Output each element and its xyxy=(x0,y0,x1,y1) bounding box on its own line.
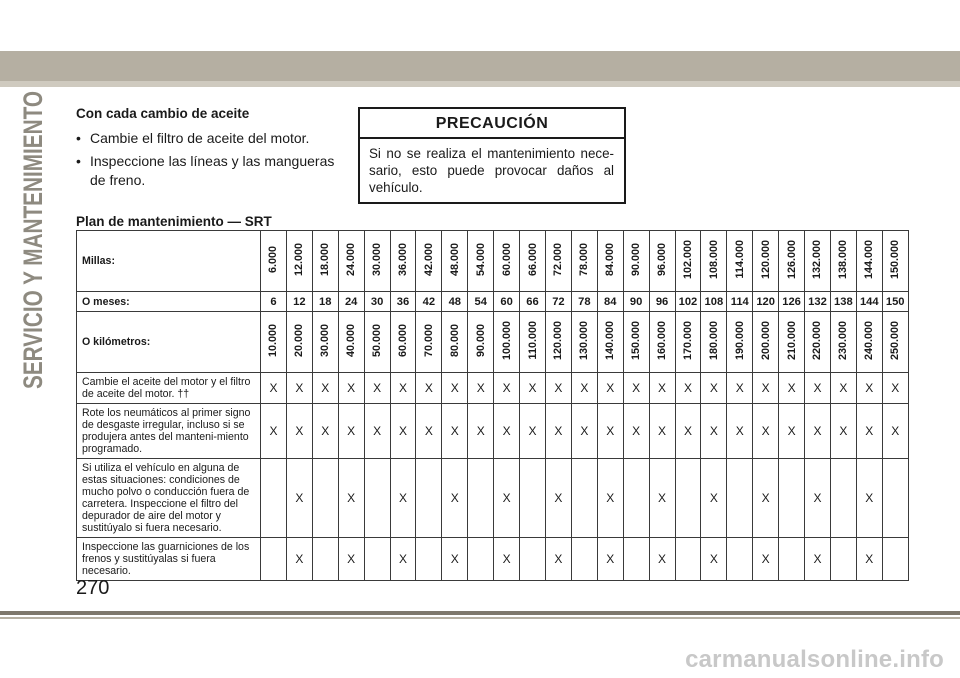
miles-cell xyxy=(856,231,882,292)
service-mark: X xyxy=(442,373,468,404)
service-mark: X xyxy=(649,404,675,459)
km-value: 20.000 xyxy=(293,323,306,358)
miles-cell xyxy=(649,231,675,292)
service-mark: X xyxy=(390,404,416,459)
miles-cell xyxy=(675,231,701,292)
km-value: 250.000 xyxy=(889,320,902,361)
service-mark: X xyxy=(545,459,571,538)
service-mark: X xyxy=(649,373,675,404)
service-mark: X xyxy=(545,373,571,404)
miles-value: 126.000 xyxy=(785,239,798,280)
km-value: 100.000 xyxy=(500,320,513,361)
months-label: O meses: xyxy=(77,292,261,312)
service-mark: X xyxy=(882,373,908,404)
service-mark xyxy=(261,538,287,581)
service-mark: X xyxy=(856,373,882,404)
miles-cell xyxy=(597,231,623,292)
service-mark xyxy=(364,538,390,581)
km-cell xyxy=(830,312,856,373)
km-cell xyxy=(442,312,468,373)
km-cell xyxy=(494,312,520,373)
table-row xyxy=(77,459,909,538)
miles-value: 144.000 xyxy=(863,239,876,280)
service-mark: X xyxy=(416,373,442,404)
service-mark: X xyxy=(805,459,831,538)
service-mark: X xyxy=(312,404,338,459)
service-mark xyxy=(312,459,338,538)
service-mark: X xyxy=(805,373,831,404)
miles-value: 150.000 xyxy=(889,239,902,280)
km-value: 150.000 xyxy=(630,320,643,361)
months-value: 18 xyxy=(312,292,338,312)
oil-change-section xyxy=(76,104,352,194)
caution-title: PRECAUCIÓN xyxy=(360,109,624,139)
service-mark: X xyxy=(701,373,727,404)
months-value: 72 xyxy=(545,292,571,312)
service-mark xyxy=(779,459,805,538)
maintenance-table xyxy=(76,230,909,581)
km-cell xyxy=(701,312,727,373)
months-value: 66 xyxy=(520,292,546,312)
service-mark: X xyxy=(468,373,494,404)
miles-value: 114.000 xyxy=(733,240,746,279)
km-cell xyxy=(623,312,649,373)
km-value: 180.000 xyxy=(707,320,720,361)
service-mark: X xyxy=(571,404,597,459)
months-value: 90 xyxy=(623,292,649,312)
km-value: 110.000 xyxy=(526,321,539,360)
km-cell xyxy=(779,312,805,373)
service-mark: X xyxy=(675,373,701,404)
service-mark xyxy=(675,538,701,581)
km-cell xyxy=(856,312,882,373)
bullet-dot-icon: • xyxy=(76,130,81,146)
service-mark: X xyxy=(442,538,468,581)
service-mark: X xyxy=(442,404,468,459)
miles-cell xyxy=(416,231,442,292)
service-mark xyxy=(571,538,597,581)
service-mark: X xyxy=(856,538,882,581)
months-value: 54 xyxy=(468,292,494,312)
service-mark: X xyxy=(494,459,520,538)
km-cell xyxy=(597,312,623,373)
km-cell xyxy=(364,312,390,373)
service-mark: X xyxy=(623,373,649,404)
service-mark: X xyxy=(856,459,882,538)
service-mark: X xyxy=(597,459,623,538)
service-mark: X xyxy=(649,538,675,581)
months-value: 12 xyxy=(286,292,312,312)
table-row-km xyxy=(77,312,909,373)
table-row xyxy=(77,404,909,459)
service-mark: X xyxy=(727,404,753,459)
months-value: 120 xyxy=(753,292,779,312)
service-mark: X xyxy=(805,538,831,581)
km-value: 190.000 xyxy=(733,320,746,361)
bullet-item xyxy=(76,152,352,190)
service-mark xyxy=(312,538,338,581)
months-value: 84 xyxy=(597,292,623,312)
months-value: 132 xyxy=(805,292,831,312)
months-value: 150 xyxy=(882,292,908,312)
service-label: Si utiliza el vehículo en alguna de estas situaciones: condiciones de mucho polvo o conducción fuera de carretera. Inspeccione el filtro del depurador de aire del motor y sustitúyalo si fuera necesario. xyxy=(77,459,261,538)
miles-value: 18.000 xyxy=(319,242,332,277)
miles-cell xyxy=(701,231,727,292)
months-value: 138 xyxy=(830,292,856,312)
service-mark: X xyxy=(597,373,623,404)
service-label: Rote los neumáticos al primer signo de desgaste irregular, incluso si se produjera antes del manteni-miento programado. xyxy=(77,404,261,459)
service-mark: X xyxy=(727,373,753,404)
service-mark: X xyxy=(390,538,416,581)
service-mark xyxy=(416,538,442,581)
miles-value: 60.000 xyxy=(500,242,513,277)
km-value: 170.000 xyxy=(681,320,694,361)
service-mark: X xyxy=(753,459,779,538)
months-value: 48 xyxy=(442,292,468,312)
miles-cell xyxy=(805,231,831,292)
service-mark: X xyxy=(545,404,571,459)
km-cell xyxy=(571,312,597,373)
miles-cell xyxy=(494,231,520,292)
months-value: 42 xyxy=(416,292,442,312)
months-value: 60 xyxy=(494,292,520,312)
service-mark: X xyxy=(805,404,831,459)
service-mark xyxy=(830,538,856,581)
header-band-lower xyxy=(0,81,960,87)
km-cell xyxy=(727,312,753,373)
km-cell xyxy=(882,312,908,373)
miles-cell xyxy=(286,231,312,292)
km-cell xyxy=(468,312,494,373)
months-value: 96 xyxy=(649,292,675,312)
km-cell xyxy=(649,312,675,373)
service-mark: X xyxy=(779,373,805,404)
service-mark: X xyxy=(338,373,364,404)
months-value: 102 xyxy=(675,292,701,312)
km-value: 240.000 xyxy=(863,320,876,361)
miles-cell xyxy=(261,231,287,292)
km-value: 120.000 xyxy=(552,320,565,361)
miles-value: 66.000 xyxy=(526,242,539,277)
miles-value: 30.000 xyxy=(371,242,384,277)
service-mark: X xyxy=(856,404,882,459)
km-value: 10.000 xyxy=(267,323,280,358)
service-mark: X xyxy=(338,538,364,581)
miles-label: Millas: xyxy=(77,231,261,292)
bullet-text: Inspeccione las líneas y las mangueras de freno. xyxy=(90,153,335,188)
service-mark xyxy=(882,459,908,538)
service-mark: X xyxy=(261,404,287,459)
table-row xyxy=(77,538,909,581)
km-value: 40.000 xyxy=(345,323,358,358)
miles-value: 96.000 xyxy=(656,242,669,277)
km-cell xyxy=(390,312,416,373)
service-mark xyxy=(727,459,753,538)
service-mark: X xyxy=(830,373,856,404)
side-section-title xyxy=(6,90,56,390)
miles-value: 90.000 xyxy=(630,242,643,277)
bullet-dot-icon: • xyxy=(76,153,81,169)
service-mark: X xyxy=(261,373,287,404)
service-mark: X xyxy=(753,404,779,459)
service-mark: X xyxy=(545,538,571,581)
miles-cell xyxy=(312,231,338,292)
service-mark: X xyxy=(468,404,494,459)
miles-value: 12.000 xyxy=(293,242,306,277)
km-cell xyxy=(261,312,287,373)
service-mark xyxy=(623,538,649,581)
months-value: 126 xyxy=(779,292,805,312)
miles-cell xyxy=(468,231,494,292)
km-value: 60.000 xyxy=(396,323,409,358)
miles-cell xyxy=(390,231,416,292)
service-mark xyxy=(364,459,390,538)
miles-value: 6.000 xyxy=(267,245,280,274)
service-mark: X xyxy=(675,404,701,459)
km-value: 140.000 xyxy=(604,320,617,361)
service-mark: X xyxy=(338,459,364,538)
km-value: 230.000 xyxy=(837,320,850,361)
months-value: 114 xyxy=(727,292,753,312)
service-mark: X xyxy=(338,404,364,459)
caution-box xyxy=(358,107,626,204)
km-cell xyxy=(416,312,442,373)
service-mark xyxy=(571,459,597,538)
plan-title: Plan de mantenimiento — SRT xyxy=(76,214,272,229)
side-title-svg xyxy=(6,90,56,390)
months-value: 30 xyxy=(364,292,390,312)
km-value: 220.000 xyxy=(811,320,824,361)
service-mark xyxy=(520,459,546,538)
service-label: Inspeccione las guarniciones de los frenos y sustitúyalas si fuera necesario. xyxy=(77,538,261,581)
miles-value: 138.000 xyxy=(837,239,850,280)
service-mark xyxy=(882,538,908,581)
service-mark: X xyxy=(442,459,468,538)
miles-cell xyxy=(882,231,908,292)
service-mark: X xyxy=(312,373,338,404)
km-value: 50.000 xyxy=(371,323,384,358)
table-row-miles xyxy=(77,231,909,292)
oil-change-heading: Con cada cambio de aceite xyxy=(76,106,250,121)
service-mark: X xyxy=(597,538,623,581)
service-mark xyxy=(416,459,442,538)
service-mark xyxy=(520,538,546,581)
maintenance-table-wrap xyxy=(76,230,908,581)
table-row xyxy=(77,373,909,404)
km-value: 30.000 xyxy=(319,323,332,358)
service-mark: X xyxy=(753,538,779,581)
service-mark: X xyxy=(390,373,416,404)
service-mark: X xyxy=(494,404,520,459)
service-label: Cambie el aceite del motor y el filtro de aceite del motor. †† xyxy=(77,373,261,404)
service-mark xyxy=(468,459,494,538)
months-value: 108 xyxy=(701,292,727,312)
km-value: 80.000 xyxy=(448,323,461,358)
miles-cell xyxy=(753,231,779,292)
table-row-months xyxy=(77,292,909,312)
watermark: carmanualsonline.info xyxy=(685,646,944,673)
km-label: O kilómetros: xyxy=(77,312,261,373)
months-value: 6 xyxy=(261,292,287,312)
km-value: 130.000 xyxy=(578,320,591,361)
service-mark: X xyxy=(286,459,312,538)
km-cell xyxy=(675,312,701,373)
miles-value: 24.000 xyxy=(345,242,358,277)
km-value: 70.000 xyxy=(422,323,435,358)
miles-cell xyxy=(623,231,649,292)
km-cell xyxy=(520,312,546,373)
service-mark: X xyxy=(701,404,727,459)
miles-cell xyxy=(520,231,546,292)
service-mark xyxy=(727,538,753,581)
miles-cell xyxy=(442,231,468,292)
footer-rule xyxy=(0,611,960,615)
service-mark: X xyxy=(649,459,675,538)
months-value: 36 xyxy=(390,292,416,312)
service-mark: X xyxy=(882,404,908,459)
service-mark: X xyxy=(520,404,546,459)
miles-value: 102.000 xyxy=(681,239,694,280)
miles-value: 120.000 xyxy=(759,239,772,280)
footer-rule-lower xyxy=(0,617,960,619)
service-mark: X xyxy=(520,373,546,404)
miles-cell xyxy=(364,231,390,292)
service-mark xyxy=(468,538,494,581)
service-mark: X xyxy=(597,404,623,459)
miles-value: 36.000 xyxy=(396,242,409,277)
months-value: 24 xyxy=(338,292,364,312)
service-mark: X xyxy=(286,404,312,459)
service-mark: X xyxy=(623,404,649,459)
service-mark xyxy=(779,538,805,581)
miles-cell xyxy=(779,231,805,292)
km-cell xyxy=(545,312,571,373)
caution-body: Si no se realiza el mantenimiento nece-sario, esto puede provocar daños al vehículo. xyxy=(369,146,614,195)
page-number: 270 xyxy=(76,577,110,599)
service-mark xyxy=(830,459,856,538)
service-mark: X xyxy=(364,373,390,404)
service-mark: X xyxy=(701,459,727,538)
bullet-item xyxy=(76,129,352,148)
months-value: 78 xyxy=(571,292,597,312)
service-mark: X xyxy=(286,373,312,404)
months-value: 144 xyxy=(856,292,882,312)
miles-value: 84.000 xyxy=(604,242,617,277)
service-mark xyxy=(675,459,701,538)
miles-cell xyxy=(727,231,753,292)
service-mark: X xyxy=(364,404,390,459)
bullet-text: Cambie el filtro de aceite del motor. xyxy=(90,130,310,146)
header-band xyxy=(0,51,960,81)
miles-cell xyxy=(830,231,856,292)
km-value: 200.000 xyxy=(759,320,772,361)
miles-value: 78.000 xyxy=(578,242,591,277)
miles-value: 54.000 xyxy=(474,242,487,277)
top-margin xyxy=(0,0,960,51)
km-cell xyxy=(312,312,338,373)
side-title-text: SERVICIO Y MANTENIMIENTO xyxy=(18,90,48,389)
service-mark: X xyxy=(286,538,312,581)
service-mark: X xyxy=(390,459,416,538)
service-mark: X xyxy=(779,404,805,459)
miles-value: 108.000 xyxy=(707,239,720,280)
service-mark xyxy=(623,459,649,538)
service-mark: X xyxy=(416,404,442,459)
service-mark xyxy=(261,459,287,538)
miles-value: 132.000 xyxy=(811,239,824,280)
miles-value: 42.000 xyxy=(422,242,435,277)
km-cell xyxy=(286,312,312,373)
service-mark: X xyxy=(494,538,520,581)
service-mark: X xyxy=(830,404,856,459)
service-mark: X xyxy=(701,538,727,581)
km-cell xyxy=(753,312,779,373)
service-mark: X xyxy=(571,373,597,404)
km-value: 160.000 xyxy=(656,320,669,361)
km-value: 90.000 xyxy=(474,323,487,358)
km-value: 210.000 xyxy=(785,320,798,361)
service-mark: X xyxy=(753,373,779,404)
miles-value: 48.000 xyxy=(448,242,461,277)
miles-value: 72.000 xyxy=(552,242,565,277)
service-mark: X xyxy=(494,373,520,404)
miles-cell xyxy=(545,231,571,292)
miles-cell xyxy=(338,231,364,292)
km-cell xyxy=(338,312,364,373)
km-cell xyxy=(805,312,831,373)
miles-cell xyxy=(571,231,597,292)
